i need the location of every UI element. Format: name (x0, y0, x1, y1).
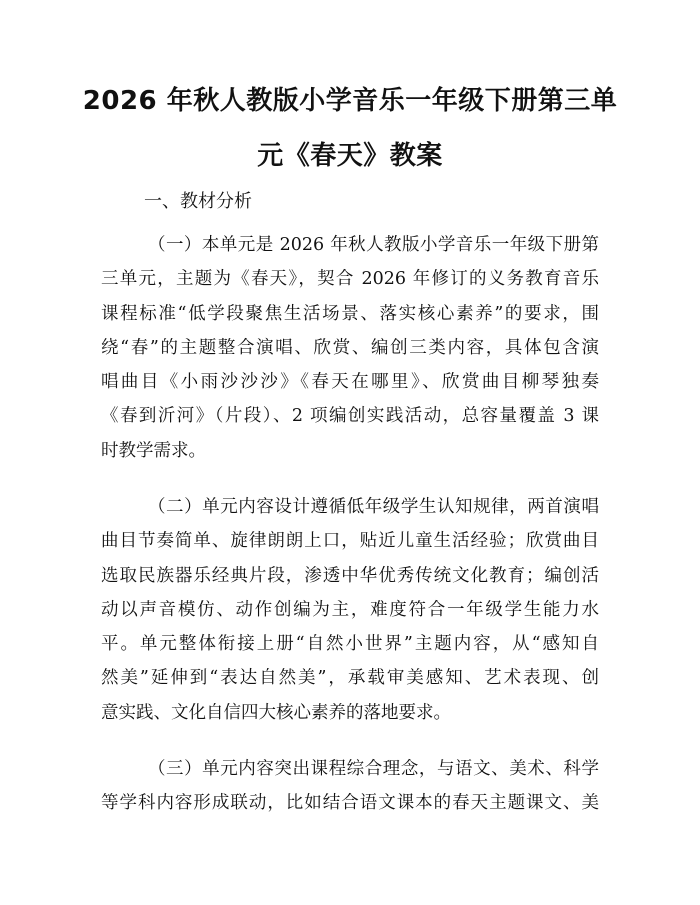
paragraph-line: 《春到沂河》（片段）、2 项编创实践活动，总容量覆盖 3 课 (101, 406, 599, 427)
paragraph-1 (101, 233, 599, 473)
paragraph-line: 动以声音模仿、动作创编为主，难度符合一年级学生能力水 (101, 599, 599, 620)
paragraph-line: 时教学需求。 (101, 440, 206, 461)
paragraph-line: 意实践、文化自信四大核心素养的落地要求。 (101, 702, 451, 723)
paragraph-line: 选取民族器乐经典片段，渗透中华优秀传统文化教育；编创活 (101, 565, 599, 586)
document-title-line-1: 2026 年秋人教版小学音乐一年级下册第三单 (82, 86, 618, 116)
section-heading: 一、教材分析 (144, 191, 252, 212)
paragraph-line: （一）本单元是 2026 年秋人教版小学音乐一年级下册第 (148, 235, 599, 255)
paragraph-line: 然美”延伸到“表达自然美”，承载审美感知、艺术表现、创 (101, 668, 599, 689)
document-title-line-2: 元《春天》教案 (257, 141, 443, 171)
paragraph-line: 三单元，主题为《春天》，契合 2026 年修订的义务教育音乐 (101, 269, 599, 290)
paragraph-3 (101, 757, 599, 826)
paragraph-line: 平。单元整体衔接上册“自然小世界”主题内容，从“感知自 (101, 634, 599, 655)
paragraph-line: （三）单元内容突出课程综合理念，与语文、美术、科学 (148, 759, 599, 779)
paragraph-line: 唱曲目《小雨沙沙沙》《春天在哪里》、欣赏曲目柳琴独奏 (101, 372, 599, 393)
paragraph-line: 课程标准“低学段聚焦生活场景、落实核心素养”的要求，围 (101, 303, 599, 324)
paragraph-line: （二）单元内容设计遵循低年级学生认知规律，两首演唱 (148, 497, 599, 517)
paragraph-line: 曲目节奏简单、旋律朗朗上口，贴近儿童生活经验；欣赏曲目 (101, 531, 599, 552)
paragraph-line: 绕“春”的主题整合演唱、欣赏、编创三类内容，具体包含演 (101, 337, 599, 358)
paragraph-2 (101, 495, 599, 735)
paragraph-line: 等学科内容形成联动，比如结合语文课本的春天主题课文、美 (101, 793, 599, 814)
